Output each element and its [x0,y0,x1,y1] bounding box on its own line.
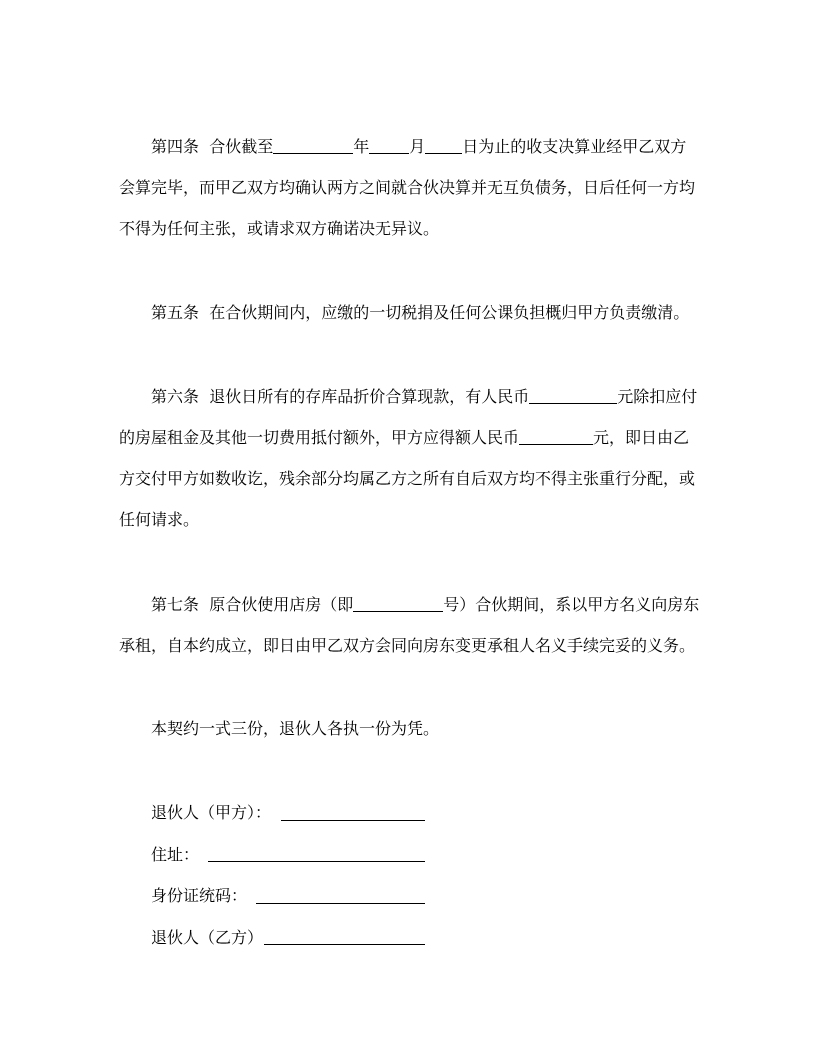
article-4-line-3: 不得为任何主张，或请求双方确诺决无异议。 [119,219,440,238]
closing-text: 本契约一式三份，退伙人各执一份为凭。 [151,719,440,738]
article-5-label: 第五条 [151,303,200,322]
article-6-line-4: 任何请求。 [119,510,200,529]
article-7 [119,584,699,666]
article-4-text-c: 月 [409,137,426,156]
id-number-line [256,903,425,904]
article-6-label: 第六条 [151,387,200,406]
party-a-label: 退伙人（甲方）： [151,803,272,822]
article-7-text-a: 原合伙使用店房（即 [209,595,354,614]
party-b-label: 退伙人（乙方） [151,928,264,947]
article-6-text-d: 元，即日由乙 [593,428,690,447]
article-6-text-b: 元除扣应付 [617,387,698,406]
id-number-label: 身份证统码： [151,886,248,905]
article-7-line-1 [119,584,699,625]
blank-inventory-amount [529,387,617,404]
article-4-text-b: 年 [353,137,370,156]
article-6-text-c: 的房屋租金及其他一切费用抵付额外，甲方应得额人民币 [119,428,520,447]
party-a-signature-line [281,820,425,821]
article-4-text-d: 日为止的收支决算业经甲乙双方 [462,137,687,156]
article-6-line-1 [119,376,699,417]
article-5-line-1 [119,292,699,333]
article-5-text: 在合伙期间内，应缴的一切税捐及任何公课负担概归甲方负责缴清。 [209,303,690,322]
article-5 [119,292,699,333]
article-4-text-a: 合伙截至 [209,137,274,156]
blank-day [425,137,462,154]
article-6-line-3: 方交付甲方如数收讫，残余部分均属乙方之所有自后双方均不得主张重行分配，或 [119,469,696,488]
closing-statement [119,708,699,749]
article-4-label: 第四条 [151,137,200,156]
article-4 [119,126,699,249]
article-6 [119,376,699,540]
blank-party-a-amount [519,428,593,445]
article-4-line-2: 会算完毕，而甲乙双方均确认两方之间就合伙决算并无互负债务，日后任何一方均 [119,178,696,197]
blank-shop-number [353,595,443,612]
article-6-line-2 [119,417,699,458]
article-7-text-b: 号）合伙期间，系以甲方名义向房东 [443,595,700,614]
article-7-line-2: 承租，自本约成立，即日由甲乙双方会同向房东变更承租人名义手续完妥的义务。 [119,636,696,655]
article-7-label: 第七条 [151,595,200,614]
party-b-signature-line [264,944,425,945]
blank-month [369,137,409,154]
article-6-text-a: 退伙日所有的存库品折价合算现款，有人民币 [209,387,530,406]
article-4-line-1 [119,126,699,167]
address-line [208,861,425,862]
blank-year [273,137,353,154]
address-label: 住址： [151,845,200,864]
